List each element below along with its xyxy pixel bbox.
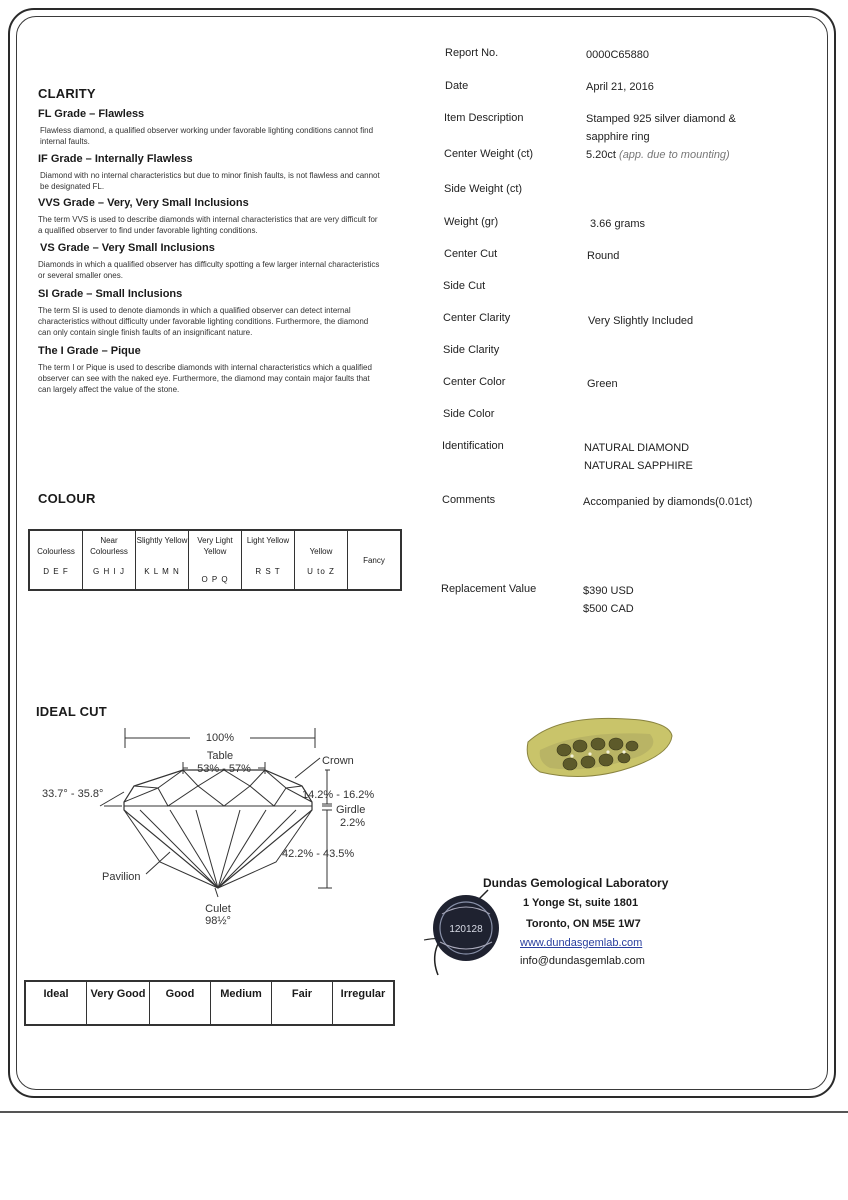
colour-cell-name: Slightly Yellow (136, 536, 188, 545)
cut-grade-cell: Very Good (87, 981, 150, 1025)
grade-vs-text: Diamonds in which a qualified observer has difficulty spotting a few larger internal characteristics or several smaller ones. (38, 260, 380, 280)
grade-i-title: The I Grade – Pique (38, 345, 141, 357)
diagram-width-label: 100% (205, 732, 235, 744)
colour-cell-grade: G H I J (93, 567, 125, 576)
diagram-crown-height: 14.2% - 16.2% (302, 789, 375, 801)
colour-cell (136, 530, 189, 590)
center-weight-label: Center Weight (ct) (444, 148, 534, 160)
colour-cell-grade: D E F (43, 567, 69, 576)
colour-cell-name: Yellow (309, 547, 333, 556)
diagram-pavilion-label: Pavilion (102, 871, 141, 883)
diagram-crown-angle: 33.7° - 35.8° (42, 788, 104, 800)
weight-gr-label: Weight (gr) (444, 216, 499, 228)
diagram-pavilion-depth: 42.2% - 43.5% (282, 848, 355, 860)
grade-fl-title: FL Grade – Flawless (38, 108, 145, 120)
side-cut-label: Side Cut (443, 280, 486, 292)
seal-number: 120128 (449, 924, 483, 935)
colour-cell-grade: O P Q (201, 575, 229, 584)
colour-cell-name: Colourless (37, 547, 75, 556)
center-color-label: Center Color (443, 376, 506, 388)
colour-cell (29, 530, 83, 590)
replacement-value-label: Replacement Value (441, 583, 537, 595)
comments-label: Comments (442, 494, 496, 506)
cut-grade-table (24, 980, 395, 1026)
cut-grade-cell: Fair (272, 981, 333, 1025)
side-clarity-label: Side Clarity (443, 344, 500, 356)
colour-cell (295, 530, 348, 590)
center-color-value: Green (587, 378, 618, 390)
center-cut-label: Center Cut (444, 248, 498, 260)
cut-grade-cell: Medium (211, 981, 272, 1025)
center-weight-value-wrap (586, 146, 730, 164)
colour-cell-name: Fancy (363, 556, 385, 565)
colour-cell (189, 530, 242, 590)
grade-vvs-text: The term VVS is used to describe diamonds with internal characteristics that are very difficult for a qualified observer to find under favorable lighting conditions. (38, 215, 378, 235)
ideal-cut-heading: IDEAL CUT (36, 704, 107, 719)
identification-value: NATURAL DIAMOND (584, 442, 690, 454)
colour-cell (83, 530, 136, 590)
lab-website-link[interactable]: www.dundasgemlab.com (520, 937, 643, 949)
lab-address-1: 1 Yonge St, suite 1801 (523, 897, 639, 909)
colour-cell-name: Near Colourless (90, 536, 128, 556)
identification-value-2: NATURAL SAPPHIRE (584, 460, 693, 472)
diagram-culet-angle: 98½° (205, 915, 231, 927)
diagram-girdle-label: Girdle (336, 804, 366, 816)
diagram-table-label: Table (206, 750, 234, 762)
lab-name: Dundas Gemological Laboratory (483, 876, 669, 890)
colour-heading: COLOUR (38, 491, 96, 506)
date-label: Date (445, 80, 469, 92)
grade-si-title: SI Grade – Small Inclusions (38, 288, 183, 300)
grade-if-text: Diamond with no internal characteristics but due to minor finish faults, is not flawless and cannot be designated FL. (40, 171, 380, 191)
report-no-value: 0000C65880 (586, 49, 650, 61)
weight-gr-value: 3.66 grams (590, 218, 646, 230)
cut-grade-cell: Good (150, 981, 211, 1025)
center-cut-value: Round (587, 250, 620, 262)
center-weight-value: 5.20ct (586, 149, 616, 161)
clarity-heading: CLARITY (38, 86, 96, 101)
replacement-value-usd: $390 USD (583, 585, 634, 597)
colour-cell-name: Very Light Yellow (197, 536, 233, 556)
side-color-label: Side Color (443, 408, 495, 420)
date-value: April 21, 2016 (586, 81, 654, 93)
comments-value: Accompanied by diamonds(0.01ct) (583, 496, 753, 508)
grade-si-text: The term SI is used to denote diamonds in which a qualified observer can detect internal characteristics without difficulty under favorable lighting conditions. Furthermore, the diamond can only contain single finish faults of an insignificant nature. (38, 306, 369, 337)
colour-cell-grade: R S T (255, 567, 281, 576)
item-description-label: Item Description (444, 112, 524, 124)
diagram-culet-label: Culet (205, 903, 231, 915)
ring-photo (520, 712, 680, 792)
colour-cell (348, 530, 402, 590)
grade-vvs-title: VVS Grade – Very, Very Small Inclusions (38, 197, 249, 209)
side-weight-label: Side Weight (ct) (444, 183, 523, 195)
diamond-diagram (30, 722, 400, 934)
colour-cell-name: Light Yellow (246, 536, 290, 545)
colour-scale-table (28, 529, 402, 591)
cut-grade-cell: Ideal (25, 981, 87, 1025)
center-clarity-value: Very Slightly Included (588, 315, 694, 327)
grade-if-title: IF Grade – Internally Flawless (38, 153, 193, 165)
grade-i-text: The term I or Pique is used to describe diamonds with internal characteristics which a qualified observer can see with the naked eye. Furthermore, the diamond may contain major faults that can largely affect the value of the stone. (38, 363, 372, 394)
grade-vs-title: VS Grade – Very Small Inclusions (40, 242, 215, 254)
lab-address-2: Toronto, ON M5E 1W7 (526, 918, 641, 930)
grade-fl-text: Flawless diamond, a qualified observer working under favorable lighting conditions cannot find internal faults. (40, 126, 374, 146)
colour-cell (242, 530, 295, 590)
colour-cell-grade: U to Z (307, 567, 335, 576)
center-weight-note: (app. due to mounting) (619, 149, 730, 161)
diagram-girdle-pct: 2.2% (340, 817, 366, 829)
center-clarity-label: Center Clarity (443, 312, 511, 324)
report-no-label: Report No. (445, 47, 499, 59)
bottom-rule (0, 1111, 848, 1113)
colour-cell-grade: K L M N (144, 567, 180, 576)
cut-grade-cell: Irregular (333, 981, 395, 1025)
lab-seal-icon (418, 880, 518, 985)
item-description-value: Stamped 925 silver diamond & sapphire ring (586, 113, 736, 143)
lab-email: info@dundasgemlab.com (520, 955, 645, 967)
identification-label: Identification (442, 440, 504, 452)
diagram-crown-label: Crown (322, 755, 354, 767)
diagram-table-range: 53% - 57% (197, 763, 251, 775)
replacement-value-cad: $500 CAD (583, 603, 634, 615)
